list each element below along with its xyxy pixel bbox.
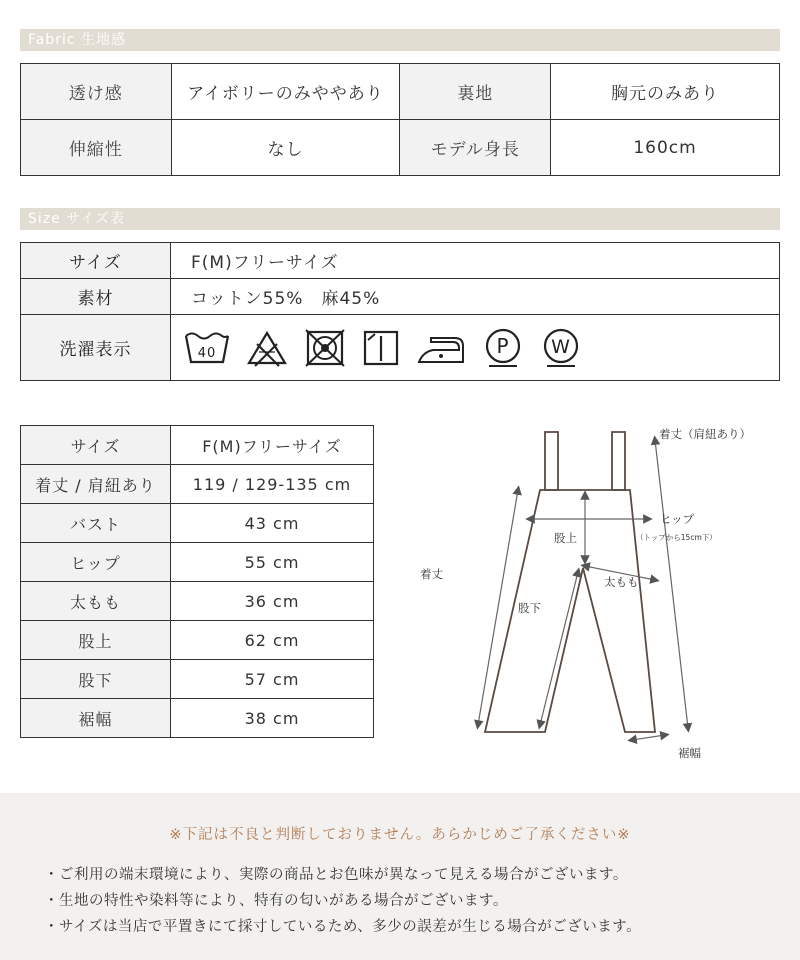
no-tumble-dry-icon bbox=[303, 328, 347, 368]
wash-temp-label: 40 bbox=[197, 345, 217, 361]
table-row bbox=[21, 315, 780, 381]
measurement-header-value: F(M)フリーサイズ bbox=[171, 426, 374, 465]
table-row bbox=[21, 426, 374, 465]
fabric-value-lining: 胸元のみあり bbox=[551, 64, 780, 120]
size-label: サイズ bbox=[21, 243, 171, 279]
notes-title: ※下記は不良と判断しておりません。あらかじめご了承ください※ bbox=[169, 827, 631, 843]
garment-outline bbox=[485, 490, 655, 732]
measurement-label: ヒップ bbox=[21, 543, 171, 582]
care-icons-cell bbox=[171, 315, 780, 381]
material-label: 素材 bbox=[21, 279, 171, 315]
measurement-value: 62 cm bbox=[171, 621, 374, 660]
right-strap bbox=[612, 432, 625, 490]
fabric-label-stretch: 伸縮性 bbox=[21, 120, 172, 176]
table-row bbox=[21, 543, 374, 582]
label-hem: 裾幅 bbox=[678, 746, 701, 760]
fabric-label-lining: 裏地 bbox=[400, 64, 551, 120]
measurement-label: バスト bbox=[21, 504, 171, 543]
table-row bbox=[21, 279, 780, 315]
fabric-section-header: Fabric 生地感 bbox=[20, 29, 780, 51]
fabric-table bbox=[20, 63, 780, 176]
table-row bbox=[21, 582, 374, 621]
list-item: ・サイズは当店で平置きにて採寸しているため、多少の誤差が生じる場合がございます。 bbox=[44, 919, 642, 935]
measurement-label: 着丈 / 肩紐あり bbox=[21, 465, 171, 504]
measurement-label: 裾幅 bbox=[21, 699, 171, 738]
size-value: F(M)フリーサイズ bbox=[171, 243, 780, 279]
label-rise: 股上 bbox=[554, 531, 577, 545]
list-item: ・生地の特性や染料等により、特有の匂いがある場合がございます。 bbox=[44, 893, 508, 909]
table-row bbox=[21, 64, 780, 120]
drip-dry-icon bbox=[361, 328, 401, 368]
measurement-label: 太もも bbox=[21, 582, 171, 621]
wash-40-icon bbox=[183, 328, 231, 368]
measurement-value: 55 cm bbox=[171, 543, 374, 582]
left-strap bbox=[545, 432, 558, 490]
measurement-value: 119 / 129-135 cm bbox=[171, 465, 374, 504]
size-info-table bbox=[20, 242, 780, 381]
material-value: コットン55% 麻45% bbox=[171, 279, 780, 315]
notes-list bbox=[0, 862, 800, 940]
label-hip: ヒップ bbox=[660, 512, 695, 526]
wet-clean-w-icon bbox=[539, 326, 583, 370]
care-label: 洗濯表示 bbox=[21, 315, 171, 381]
fabric-value-stretch: なし bbox=[171, 120, 400, 176]
list-item: ・ご利用の端末環境により、実際の商品とお色味が異なって見える場合がございます。 bbox=[44, 867, 628, 883]
p-mark-label: P bbox=[496, 333, 510, 358]
label-total-length-strap: 着丈（肩紐あり） bbox=[659, 427, 751, 441]
garment-diagram bbox=[410, 420, 790, 780]
fabric-label-sheer: 透け感 bbox=[21, 64, 172, 120]
label-total-length: 着丈 bbox=[420, 567, 443, 581]
table-row bbox=[21, 699, 374, 738]
dry-clean-p-icon bbox=[481, 326, 525, 370]
measurement-value: 43 cm bbox=[171, 504, 374, 543]
table-row bbox=[21, 504, 374, 543]
table-row bbox=[21, 243, 780, 279]
table-row bbox=[21, 660, 374, 699]
fabric-label-model-height: モデル身長 bbox=[400, 120, 551, 176]
label-thigh: 太もも bbox=[604, 575, 639, 589]
w-mark-label: W bbox=[551, 335, 571, 358]
table-row bbox=[21, 465, 374, 504]
measurement-table bbox=[20, 425, 374, 738]
table-row bbox=[21, 621, 374, 660]
fabric-value-model-height: 160cm bbox=[551, 120, 780, 176]
iron-low-icon bbox=[415, 328, 467, 368]
measurement-header-label: サイズ bbox=[21, 426, 171, 465]
measurement-value: 36 cm bbox=[171, 582, 374, 621]
measurement-value: 38 cm bbox=[171, 699, 374, 738]
no-bleach-icon bbox=[245, 328, 289, 368]
label-inseam: 股下 bbox=[518, 601, 541, 615]
measurement-value: 57 cm bbox=[171, 660, 374, 699]
measurement-label: 股上 bbox=[21, 621, 171, 660]
fabric-value-sheer: アイボリーのみややあり bbox=[171, 64, 400, 120]
measurement-label: 股下 bbox=[21, 660, 171, 699]
label-hip-note: （トップから15cm下） bbox=[636, 533, 717, 542]
notes-panel bbox=[0, 793, 800, 960]
table-row bbox=[21, 120, 780, 176]
size-section-header: Size サイズ表 bbox=[20, 208, 780, 230]
